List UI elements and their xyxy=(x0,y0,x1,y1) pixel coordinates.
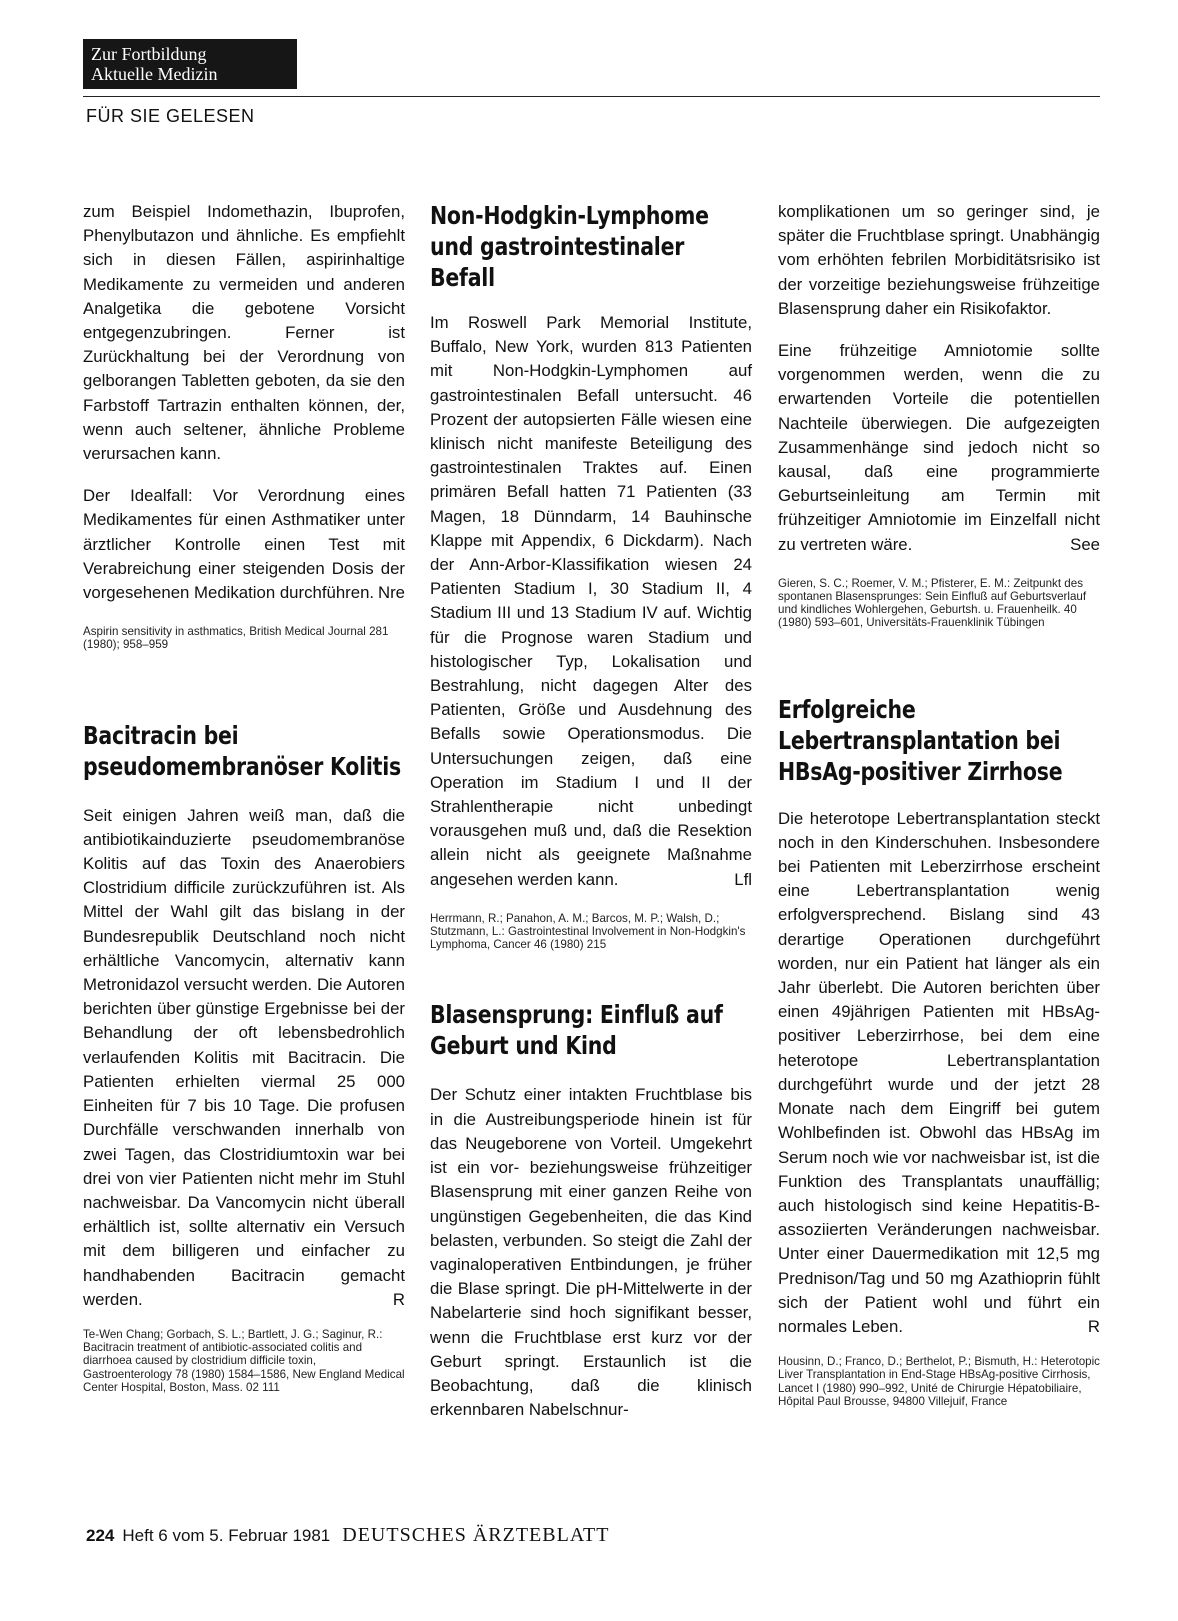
journal-name: DEUTSCHES ÄRZTEBLATT xyxy=(342,1524,610,1546)
issue-info: Heft 6 vom 5. Februar 1981 xyxy=(122,1526,331,1545)
rubric-line-1: Zur Fortbildung xyxy=(91,44,207,64)
page-footer xyxy=(86,1524,609,1547)
article-title: Bacitracin bei pseudomembranöser Kolitis xyxy=(83,720,401,781)
paragraph: komplikationen um so geringer sind, je später die Fruchtblase springt. Unabhängig vom erhöhten febrilen Morbiditätsrisiko ist der vorzeitige beziehungsweise frühzeitige Blasensprung daher ein Risikofaktor. xyxy=(778,202,1100,318)
paragraph: zum Beispiel Indomethazin, Ibuprofen, Phenylbutazon und ähnliche. Es empfiehlt sich in diesen Fällen, aspirinhaltige Medikamente zu vermeiden und anderen Analgetika die gebotene Vorsicht entgegenzubringen. Ferner ist Zurückhaltung bei der Verordnung von gelborangen Tabletten geboten, da sie den Farbstoff Tartrazin enthalten können, der, wenn auch seltener, ähnliche Probleme verursachen kann. xyxy=(83,202,405,464)
page-number: 224 xyxy=(86,1526,115,1545)
rubric-line-2: Aktuelle Medizin xyxy=(91,64,218,84)
paragraph xyxy=(83,484,405,605)
header-rule xyxy=(83,96,1100,97)
author-initials: R xyxy=(1087,1316,1100,1336)
column-3 xyxy=(778,200,1100,1408)
paragraph-text: Eine frühzeitige Amniotomie sollte vorgenommen werden, wenn die zu erwartenden Vorteile die potentiellen Nachteile überwiegen. Die aufgezeigten Zusammenhänge sind jedoch nicht so kausal, daß eine programmierte Geburtseinleitung am Termin mit frühzeitiger Amniotomie im Einzelfall nicht zu vertreten wäre. xyxy=(778,341,1100,554)
author-initials: See xyxy=(1070,534,1100,554)
paragraph-text: Die heterotope Lebertransplantation steckt noch in den Kinderschuhen. Insbesondere bei Patienten mit Leberzirrhose erscheint eine Lebertransplantation wenig erfolgversprechend. Bislang sind 43 derartige Operationen durchgeführt worden, nur ein Patient hat länger als ein Jahr überlebt. Die Autoren berichten über einen 49jährigen Patienten mit HBsAg-positiver Leberzirrhose, bei dem eine heterotope Lebertransplantation durchgeführt wurde und der jetzt 28 Monate nach dem Eingriff bei gutem Wohlbefinden ist. Obwohl das HBsAg im Serum noch wie vor nachweisbar ist, ist die Funktion des Transplantats unauffällig; auch histologisch sind keine Hepatitis-B-assoziierten Veränderungen nachweisbar. Unter einer Dauermedikation mit 12,5 mg Prednison/Tag und 50 mg Azathioprin fühlt sich der Patient wohl und führt ein normales Leben. xyxy=(778,808,1100,1336)
author-initials: Lfl xyxy=(734,869,752,889)
paragraph-text: Im Roswell Park Memorial Institute, Buffalo, New York, wurden 813 Patienten mit Non-Hodgkin-Lymphomen auf gastrointestinalen Befall untersucht. 46 Prozent der autopsierten Fälle wiesen eine klinisch nicht manifeste Beteiligung des gastrointestinalen Traktes auf. Einen primären Befall hatten 71 Patienten (33 Magen, 18 Dünndarm, 14 Bauhinsche Klappe mit Appendix, 6 Dickdarm). Nach der Ann-Arbor-Klassifikation wiesen 24 Patienten Stadium I, 30 Stadium II, 4 Stadium III und 13 Stadium IV auf. Wichtig für die Prognose waren Stadium und histologischer Typ, Lokalisation und Bestrahlung, nicht dagegen Alter des Patienten, Größe und Ausdehnung des Befalls sowie Operationsmodus. Die Untersuchungen zeigen, daß eine Operation im Stadium I und II der Strahlentherapie nicht unbedingt vorausgehen muß und, daß die Resektion allein nicht als geeignete Maßnahme angesehen werden kann. xyxy=(430,313,752,889)
paragraph xyxy=(778,339,1100,557)
section-label: FÜR SIE GELESEN xyxy=(86,106,255,126)
paragraph xyxy=(430,311,752,892)
author-initials: R xyxy=(392,1289,405,1309)
column-1 xyxy=(83,200,405,1394)
article-title: Blasensprung: Einfluß auf Geburt und Kind xyxy=(430,1000,723,1061)
column-2 xyxy=(430,200,752,1422)
author-initials: Nre xyxy=(377,583,405,603)
paragraph-text: Der Idealfall: Vor Verordnung eines Medikamentes für einen Asthmatiker unter ärztlicher Kontrolle einen Test mit Verabreichung einer steigenden Dosis der vorgesehenen Medikation durchführen. xyxy=(83,486,405,603)
reference: Housinn, D.; Franco, D.; Berthelot, P.; Bismuth, H.: Heterotopic Liver Transplantation in End-Stage HBsAg-positive Cirrhosis, Lancet I (1980) 990–992, Unité de Chirurgie Hépatobiliaire, Hôpital Paul Brousse, 94800 Villejuif, France xyxy=(778,1355,1100,1408)
reference: Te-Wen Chang; Gorbach, S. L.; Bartlett, J. G.; Saginur, R.: Bacitracin treatment of antibiotic-associated colitis and diarrhoea caused by clostridium difficile toxin, Gastroenterology 78 (1980) 1584–1586, New England Medical Center Hospital, Boston, Mass. 02 111 xyxy=(83,1327,405,1394)
paragraph-text: Seit einigen Jahren weiß man, daß die antibiotikainduzierte pseudomembranöse Kolitis auf das Toxin des Anaerobiers Clostridium difficile zurückzuführen ist. Als Mittel der Wahl gilt das bislang in der Bundesrepublik Deutschland noch nicht erhältliche Vancomycin, alternativ kann Metronidazol versucht werden. Die Autoren berichten über günstige Ergebnisse bei der Behandlung der oft lebensbedrohlich verlaufenden Kolitis mit Bacitracin. Die Patienten erhielten viermal 25 000 Einheiten für 7 bis 10 Tage. Die profusen Durchfälle verschwanden innerhalb von zwei Tagen, das Clostridiumtoxin war bei drei von vier Patienten nicht mehr im Stuhl nachweisbar. Da Vancomycin nicht überall erhältlich ist, sollte alternativ ein Versuch mit dem billigeren und einfacher zu handhabenden Bacitracin gemacht werden. xyxy=(83,805,405,1309)
reference: Aspirin sensitivity in asthmatics, British Medical Journal 281 (1980); 958–959 xyxy=(83,625,389,652)
article-title: Non-Hodgkin-Lymphome und gastrointestinaler Befall xyxy=(430,201,709,292)
article-title: Erfolgreiche Lebertransplantation bei HBsAg-positiver Zirrhose xyxy=(778,694,1063,786)
paragraph xyxy=(83,804,405,1312)
reference: Gieren, S. C.; Roemer, V. M.; Pfisterer, E. M.: Zeitpunkt des spontanen Blasensprunges: Sein Einfluß auf Geburtsverlauf und kindliches Wohlergehen, Geburtsh. u. Frauenheilk. 40 (1980) 593–601, Universitäts-Frauenklinik Tübingen xyxy=(778,576,1087,630)
paragraph: Der Schutz einer intakten Fruchtblase bis in die Austreibungsperiode hinein ist für das Neugeborene von Vorteil. Umgekehrt ist ein vor- beziehungsweise frühzeitiger Blasensprung mit einer ganzen Reihe von ungünstigen Gegebenheiten, die das Kind belasten, verbunden. So steigt die Zahl der vaginaloperativen Entbindungen, je früher die Blase springt. Die pH-Mittelwerte in der Nabelarterie sind hoch signifikant besser, wenn die Fruchtblase erst kurz vor der Geburt springt. Erstaunlich ist die Beobachtung, daß die klinisch erkennbaren Nabelschnur- xyxy=(430,1085,752,1420)
rubric-box xyxy=(83,39,297,89)
reference: Herrmann, R.; Panahon, A. M.; Barcos, M. P.; Walsh, D.; Stutzmann, L.: Gastrointestinal Involvement in Non-Hodgkin's Lymphoma, Cancer 46 (1980) 215 xyxy=(430,911,746,952)
paragraph xyxy=(778,807,1100,1339)
